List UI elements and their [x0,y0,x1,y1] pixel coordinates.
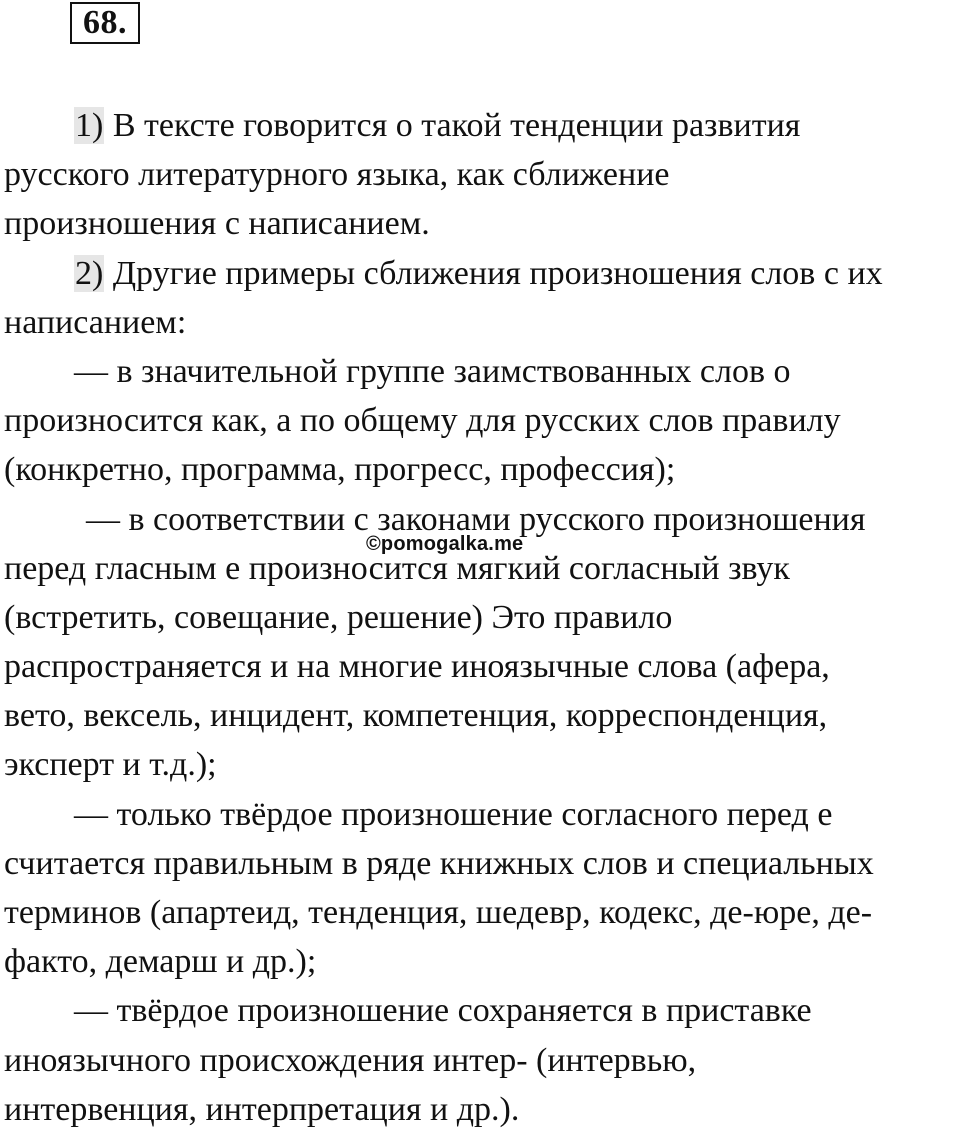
bullet3-line-3: терминов (апартеид, тенденция, шедевр, кодекс, де-юре, де- [4,894,873,931]
item2-line-2: написанием: [4,303,187,341]
item1-line-2: русского литературного языка, как сближение [4,156,670,194]
answer-text [4,101,956,1134]
item1-marker: 1) [75,107,104,144]
item2-marker: 2) [75,254,104,292]
bullet2-line-2: перед гласным е произносится мягкий согласный звук [4,549,790,587]
bullet2-line-3: (встретить, совещание, решение) Это правило [4,598,673,636]
bullet2-line-4: распространяется и на многие иноязычные слова (афера, [4,648,830,686]
item1-line-1 [4,101,956,150]
item2-text-1: Другие примеры сближения произношения слов с их [104,254,883,292]
item2-line-1 [4,249,956,298]
bullet4-line-1: — твёрдое произношение сохраняется в приставке [74,992,812,1030]
bullet1-line-2: произносится как, а по общему для русских слов правилу [4,402,841,440]
task-number-box: 68. [70,2,140,44]
bullet4-line-3: интервенция, интерпретация и др.). [4,1090,520,1128]
bullet3-line-4: факто, демарш и др.); [4,943,317,981]
bullet3-line-1: — только твёрдое произношение согласного перед е [74,795,833,833]
bullet3-line-2: считается правильным в ряде книжных слов и специальных [4,844,874,882]
bullet1-line-3: (конкретно, программа, прогресс, профессия); [4,451,676,489]
item1-text-1: В тексте говорится о такой тенденции развития [104,107,801,144]
bullet2-line-6: эксперт и т.д.); [4,746,217,784]
bullet2-line-5: вето, вексель, инцидент, компетенция, корреспонденция, [4,697,828,735]
bullet1-line-1: — в значительной группе заимствованных слов о [74,352,791,390]
item1-line-3: произношения с написанием. [4,205,430,243]
bullet2-line-1: — в соответствии с законами русского произношения [86,500,866,538]
bullet4-line-2: иноязычного происхождения интер- (интервью, [4,1041,697,1079]
watermark-text: ©pomogalka.me [366,533,524,555]
